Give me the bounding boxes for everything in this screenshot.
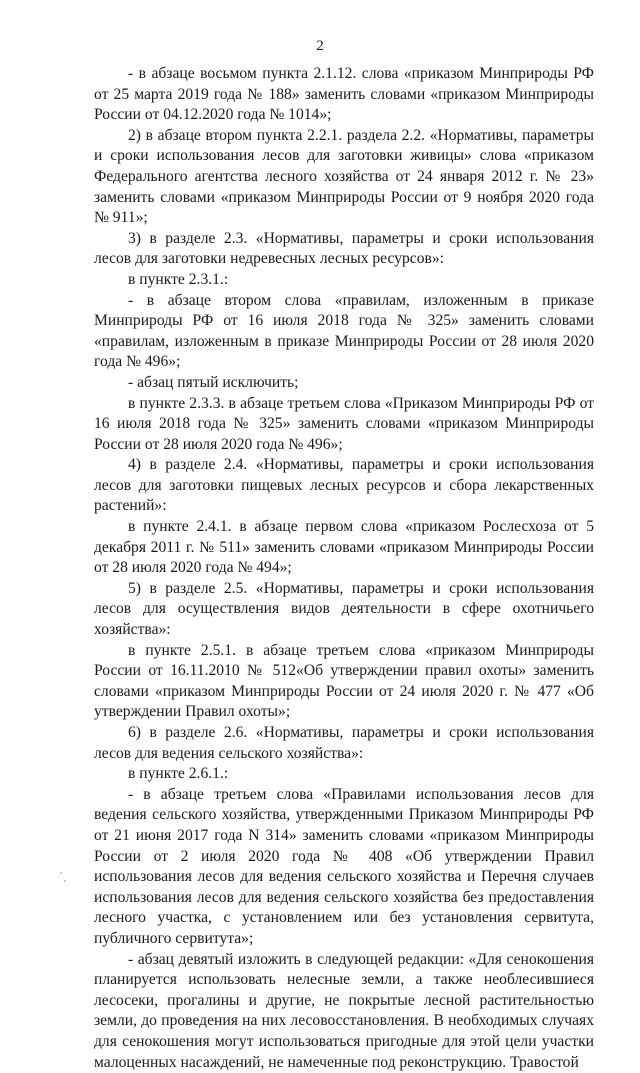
paragraph-4-sub-2-4-1: в пункте 2.4.1. в абзаце первом слова «приказом Рослесхоза от 5 декабря 2011 г. № 511» заменить словами «приказом Минприроды России от 28 июля 2020 года № 494»; <box>94 518 594 577</box>
paragraph-5-sub-2-5-1: в пункте 2.5.1. в абзаце третьем слова «приказом Минприроды России от 16.11.2010 № 512«Об утверждении правил охоты» заменить словами «приказом Минприроды России от 24 июля 2020 г. № 477 «Об утверждении Правил охоты»; <box>94 641 594 721</box>
paragraph-6-sub-2-6-1: в пункте 2.6.1.: <box>128 765 229 783</box>
paragraph-5: 5) в разделе 2.5. «Нормативы, параметры и сроки использования лесов для осуществления видов деятельности в сфере охотничьего хозяйства»: <box>94 579 594 639</box>
paragraph-2: 2) в абзаце втором пункта 2.2.1. раздела 2.2. «Нормативы, параметры и сроки использования лесов для заготовки живицы» слова «приказом Федерального агентства лесного хозяйства от 24 января 2012 г. № 23» заменить словами «приказом Минприроды России от 9 ноября 2020 года № 911»; <box>94 126 594 227</box>
document-body <box>94 64 594 1073</box>
paragraph-3-sub-2-3-1: в пункте 2.3.1.: <box>128 270 229 288</box>
paragraph-3-item-second: - в абзаце втором слова «правилам, изложенным в приказе Минприроды РФ от 16 июля 2018 года № 325» заменить словами «правилам, изложенным в приказе Минприроды России от 28 июля 2020 года № 496»; <box>94 291 594 371</box>
scan-speck <box>60 872 62 874</box>
paragraph-6-item-third: - в абзаце третьем слова «Правилами использования лесов для ведения сельского хозяйства, утвержденными Приказом Минприроды РФ от 21 июня 2017 года N 314» заменить словами «приказом Минприроды России от 2 июля 2020 года № 408 «Об утверждении Правил использования лесов для ведения сельского хозяйства и Перечня случаев использования лесов для ведения сельского хозяйства без предоставления лесного участка, с установлением или без установления сервитута, публичного сервитута»; <box>94 785 594 947</box>
page-number: 2 <box>316 38 324 54</box>
paragraph-3: 3) в разделе 2.3. «Нормативы, параметры и сроки использования лесов для заготовки недревесных лесных ресурсов»: <box>94 229 594 268</box>
paragraph-6-item-ninth: - абзац девятый изложить в следующей редакции: «Для сенокошения планируется использовать нелесные земли, а также необлесившиеся лесосеки, прогалины и другие, не покрытые лесной растительностью земли, до проведения на них лесовосстановления. В необходимых случаях для сенокошения могут использоваться пригодные для этой цели участки малоценных насаждений, не намеченные под реконструкцию. Травостой <box>94 950 594 1071</box>
paragraph-6: 6) в разделе 2.6. «Нормативы, параметры и сроки использования лесов для ведения сельского хозяйства»: <box>94 724 594 762</box>
paragraph-3-item-fifth: - абзац пятый исключить; <box>128 373 299 391</box>
paragraph-3-sub-2-3-3: в пункте 2.3.3. в абзаце третьем слова «Приказом Минприроды РФ от 16 июля 2018 года № 325» заменить словами «приказом Минприроды России от 28 июля 2020 года № 496»; <box>94 394 594 453</box>
paragraph-item-1-8: - в абзаце восьмом пункта 2.1.12. слова «приказом Минприроды РФ от 25 марта 2019 года № 188» заменить словами «приказом Минприроды России от 04.12.2020 года № 1014»; <box>94 65 594 124</box>
paragraph-4: 4) в разделе 2.4. «Нормативы, параметры и сроки использования лесов для заготовки пищевых лесных ресурсов и сбора лекарственных растений»: <box>94 456 594 515</box>
scan-speck <box>64 880 66 882</box>
